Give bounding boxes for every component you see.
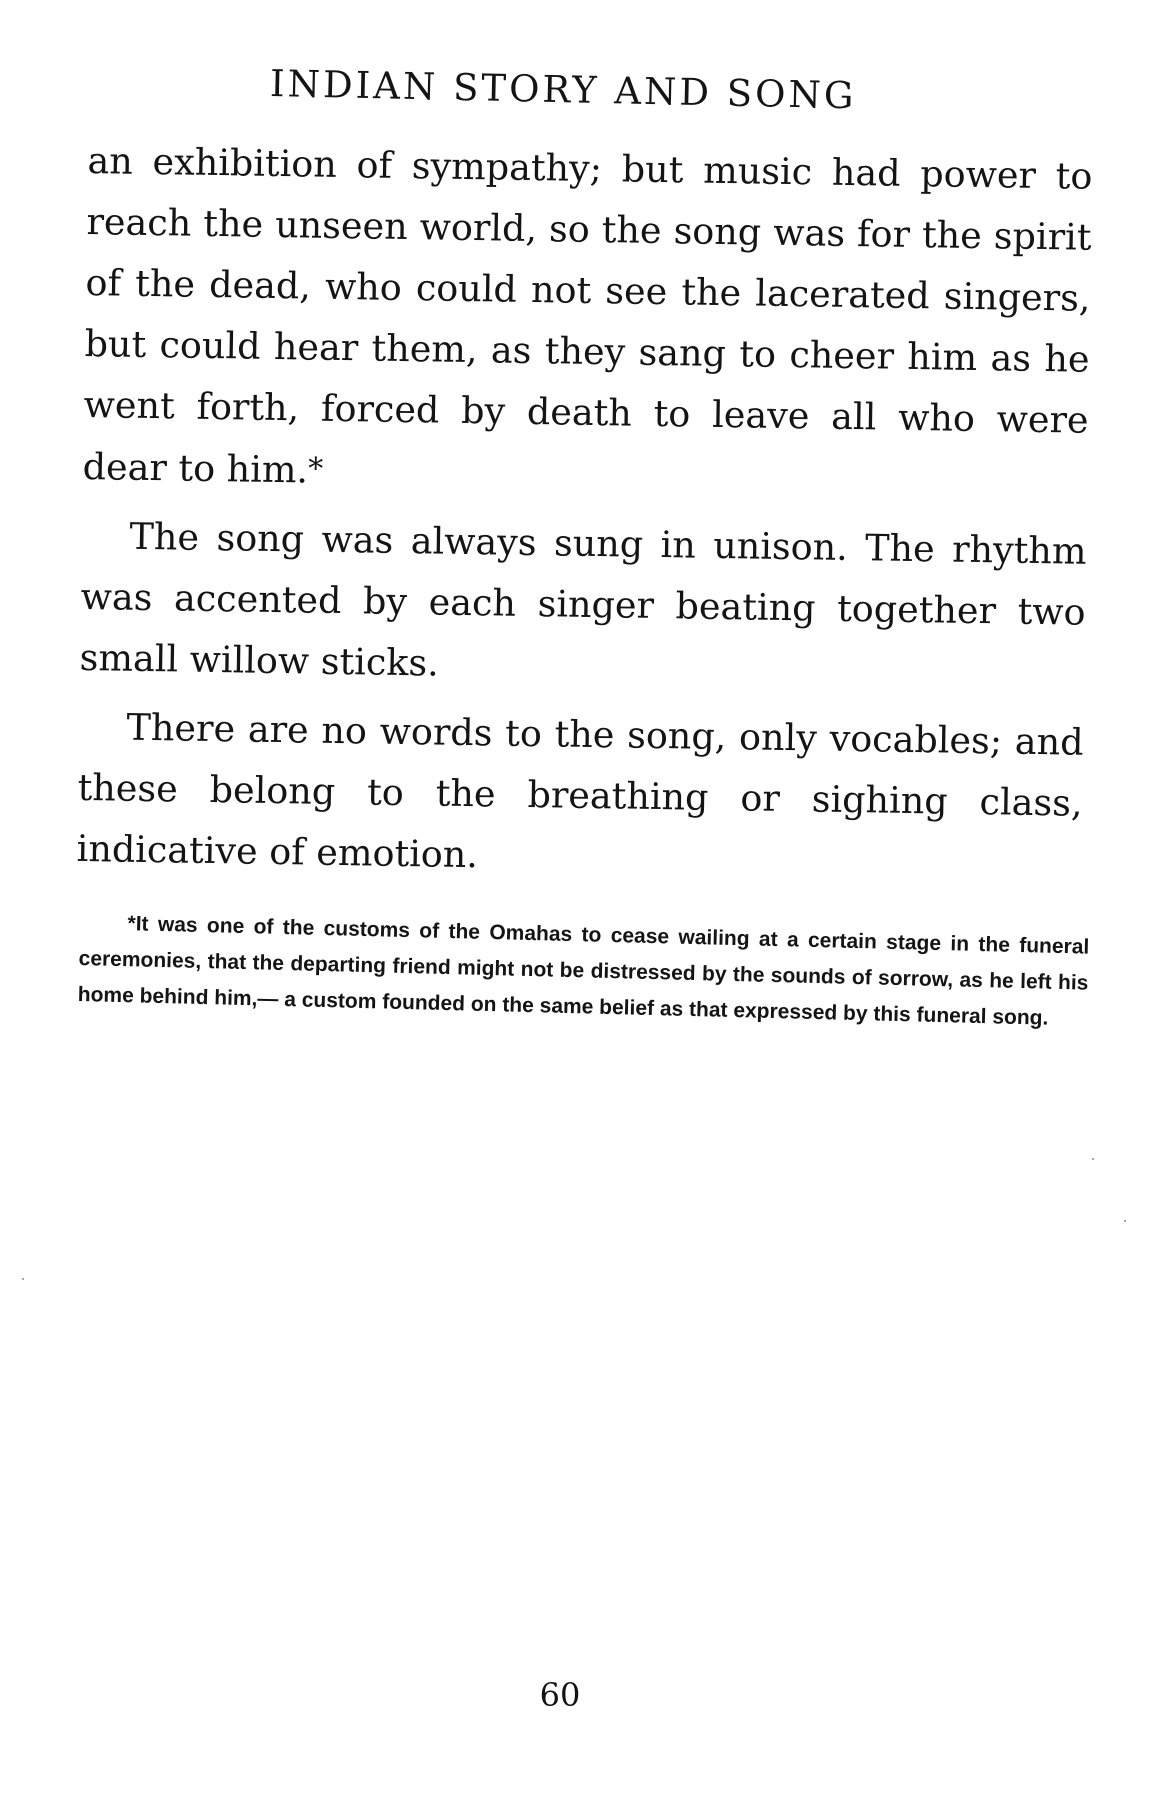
- body-text: [76, 130, 1093, 903]
- paragraph-1-text: an exhibition of sympathy; but music had power to reach the unseen world, so the song was for the spirit of the dead, who could not see the lacerated singers, but could hear them, as they sang to cheer him as he went forth, forced by death to leave all who were dear to him.: [82, 138, 1093, 492]
- running-head: INDIAN STORY AND SONG: [269, 62, 857, 118]
- footnote-reference: *: [307, 451, 324, 487]
- scan-speck: [1124, 1220, 1126, 1222]
- paragraph-2: The song was always sung in unison. The rhythm was accented by each singer beating together two small willow sticks.: [79, 514, 1087, 685]
- scan-speck: [22, 1278, 24, 1280]
- footnote: [77, 905, 1089, 1038]
- footnote-text: It was one of the customs of the Omahas to cease wailing at a certain stage in the funeral ceremonies, that the departing friend might not be distressed by the sounds of sorrow, as he left his home behind him,— a custom founded on the same belief as that expressed by this funeral song.: [77, 912, 1090, 1030]
- paragraph-1: [82, 130, 1093, 513]
- paragraph-3: There are no words to the song, only vocables; and these belong to the breathing or sighing class, indicative of emotion.: [76, 705, 1084, 877]
- page-number: 60: [539, 1676, 581, 1714]
- scan-speck: [1092, 1158, 1094, 1160]
- footnote-marker: *: [127, 912, 137, 936]
